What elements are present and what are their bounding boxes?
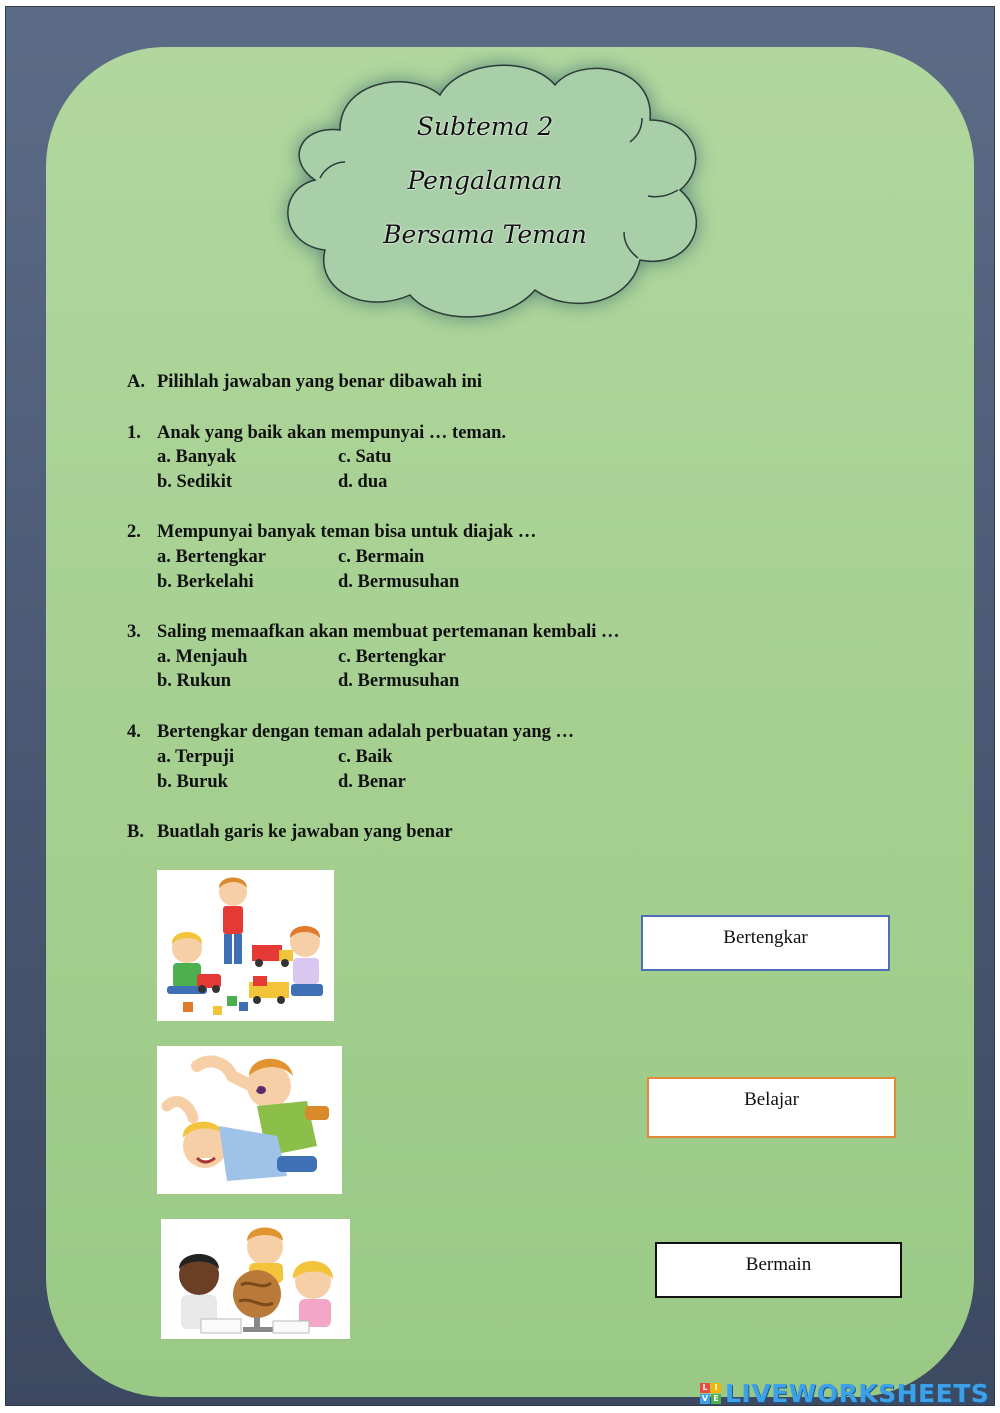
title-line-1: Subtema 2 [416,112,554,141]
question-number: 3. [127,622,141,642]
option-a[interactable]: a. Banyak [157,447,237,467]
option-c[interactable]: c. Baik [338,747,393,767]
question-text: Mempunyai banyak teman bisa untuk diajak … [157,522,537,542]
option-c[interactable]: c. Bermain [338,547,425,567]
option-c[interactable]: c. Satu [338,447,392,467]
question-number: 1. [127,423,141,443]
answer-box-bertengkar[interactable]: Bertengkar [641,915,890,971]
section-a-label: A. [127,372,145,392]
children-studying-globe-image[interactable] [161,1219,350,1339]
title-cloud [270,50,730,350]
section-a-instruction: Pilihlah jawaban yang benar dibawah ini [157,372,483,392]
children-playing-toys-image[interactable] [157,870,334,1021]
section-b-instruction: Buatlah garis ke jawaban yang benar [157,822,453,842]
question-number: 4. [127,722,141,742]
liveworksheets-logo [700,1378,989,1408]
title-line-3: Bersama Teman [383,220,587,249]
question-text: Saling memaafkan akan membuat pertemanan kembali … [157,622,620,642]
question-text: Bertengkar dengan teman adalah perbuatan yang … [157,722,574,742]
logo-letter: I [711,1383,721,1393]
option-d[interactable]: d. Benar [338,772,406,792]
logo-mark-icon [700,1383,721,1404]
option-b[interactable]: b. Berkelahi [157,572,254,592]
logo-text: LIVEWORKSHEETS [725,1378,990,1408]
answer-box-belajar[interactable]: Belajar [647,1077,896,1138]
logo-letter: L [700,1383,710,1393]
option-d[interactable]: d. Bermusuhan [338,671,460,691]
option-c[interactable]: c. Bertengkar [338,647,446,667]
answer-box-bermain[interactable]: Bermain [655,1242,902,1298]
title-line-2: Pengalaman [407,166,563,195]
option-d[interactable]: d. Bermusuhan [338,572,460,592]
option-d[interactable]: d. dua [338,472,388,492]
section-b-label: B. [127,822,144,842]
question-number: 2. [127,522,141,542]
logo-letter: E [711,1394,721,1404]
logo-letter: V [701,1393,709,1403]
option-b[interactable]: b. Sedikit [157,472,233,492]
option-b[interactable]: b. Rukun [157,671,232,691]
question-text: Anak yang baik akan mempunyai … teman. [157,423,507,443]
option-a[interactable]: a. Terpuji [157,747,235,767]
option-a[interactable]: a. Menjauh [157,647,248,667]
option-a[interactable]: a. Bertengkar [157,547,266,567]
option-b[interactable]: b. Buruk [157,772,228,792]
children-fighting-image[interactable] [157,1046,342,1194]
